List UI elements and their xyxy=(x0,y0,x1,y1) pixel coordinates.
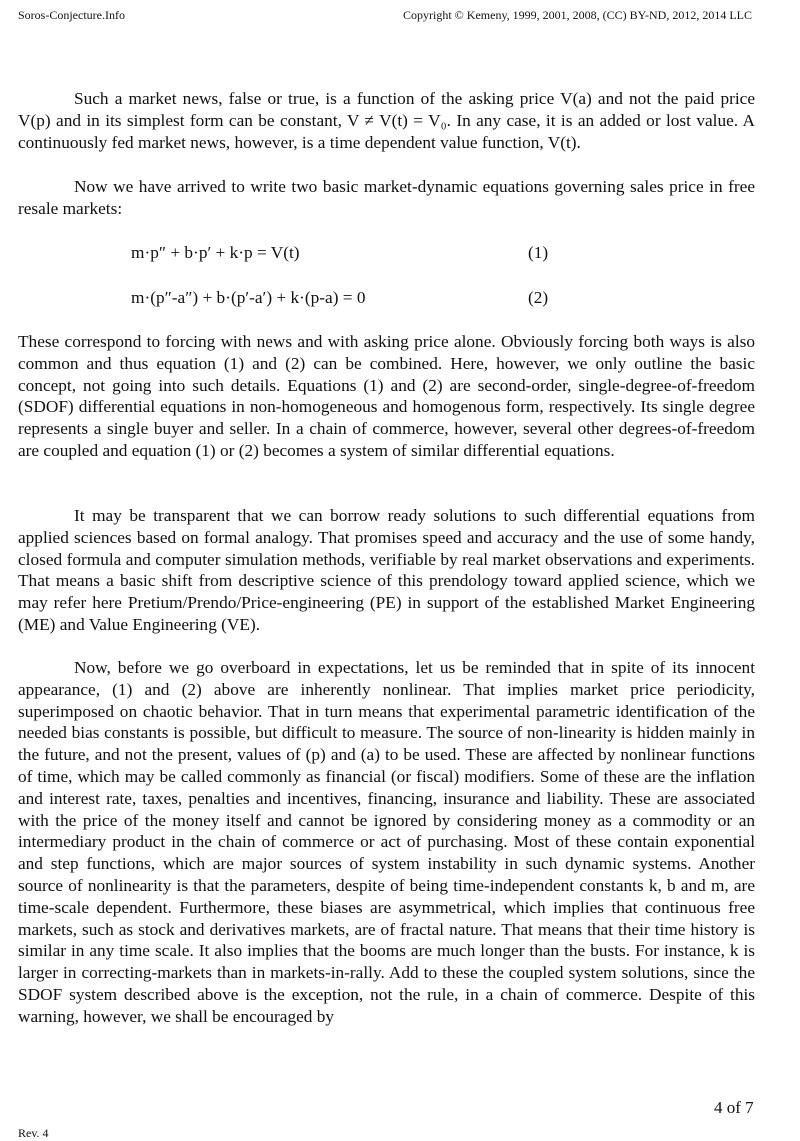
revision-label: Rev. 4 xyxy=(18,1126,49,1140)
equation-2: m·(p″-a″) + b·(p′-a′) + k·(p-a) = 0 xyxy=(131,288,366,307)
paragraph-forcing: These correspond to forcing with news and with asking price alone. Obviously forcing both ways is also common and thus equation (1) and (2) can be combined. Here, however, we only outline the basic concept, not going into such details. Equations (1) and (2) are second-order, single-degree-of-freedom (SDOF) differential equations in non-homogeneous and homogenous form, respectively. Its single degree represents a single buyer and seller. In a chain of commerce, however, several other degrees-of-freedom are coupled and equation (1) or (2) becomes a system of similar differential equations. xyxy=(18,332,755,460)
paragraph-nonlinearity: Now, before we go overboard in expectations, let us be reminded that in spite of its innocent appearance, (1) and (2) above are inherently nonlinear. That implies market price periodicity, superimposed on chaotic behavior. That in turn means that experimental parametric identification of the needed bias constants is possible, but difficult to measure. The source of non-linearity is hidden mainly in the future, and not the present, values of (p) and (a) to be used. These are affected by nonlinear functions of time, which may be called commonly as financial (or fiscal) modifiers. Some of these are the inflation and interest rate, taxes, penalties and incentives, financing, insurance and liability. These are associated with the price of the money itself and cannot be ignored by considering money as a commodity or an intermediary product in the chain of commerce or act of purchasing. Most of these contain exponential and step functions, which are major sources of system instability in such dynamic systems. Another source of nonlinearity is that the parameters, despite of being time-independent constants k, b and m, are time-scale dependent. Furthermore, these biases are asymmetrical, which implies that continuous free markets, such as stock and derivatives markets, are of fractal nature. That means that their time history is similar in any time scale. It also implies that the booms are much longer than the busts. For instance, k is larger in correcting-markets than in markets-in-rally. Add to these the coupled system solutions, since the SDOF system described above is the exception, not the rule, in a chain of commerce. Despite of this warning, however, we shall be encouraged by xyxy=(18,658,755,1026)
paragraph-applied-science: It may be transparent that we can borrow ready solutions to such differential equations from applied sciences based on formal analogy. That promises speed and accuracy and the use of some handy, closed formula and computer simulation methods, verifiable by real market observations and experiments. That means a basic shift from descriptive science of this prendology toward applied science, which we may refer here Pretium/Prendo/Price-engineering (PE) in support of the established Market Engineering (ME) and Value Engineering (VE). xyxy=(18,506,755,634)
paragraph-equations-intro: Now we have arrived to write two basic market-dynamic equations governing sales price in free resale markets: xyxy=(18,177,755,218)
header-copyright: Copyright © Kemeny, 1999, 2001, 2008, (CC) BY-ND, 2012, 2014 LLC xyxy=(403,8,752,22)
paragraph-market-news: Such a market news, false or true, is a function of the asking price V(a) and not the paid price V(p) and in its simplest form can be constant, V ≠ V(t) = V₀. In any case, it is an added or lost value. A continuously fed market news, however, is a time dependent value function, V(t). xyxy=(18,89,755,152)
equation-1: m·p″ + b·p′ + k·p = V(t) xyxy=(131,243,300,262)
header-site-name: Soros-Conjecture.Info xyxy=(18,8,125,22)
page-number: 4 of 7 xyxy=(714,1098,754,1117)
equation-1-number: (1) xyxy=(528,243,549,262)
equation-2-number: (2) xyxy=(528,288,549,307)
